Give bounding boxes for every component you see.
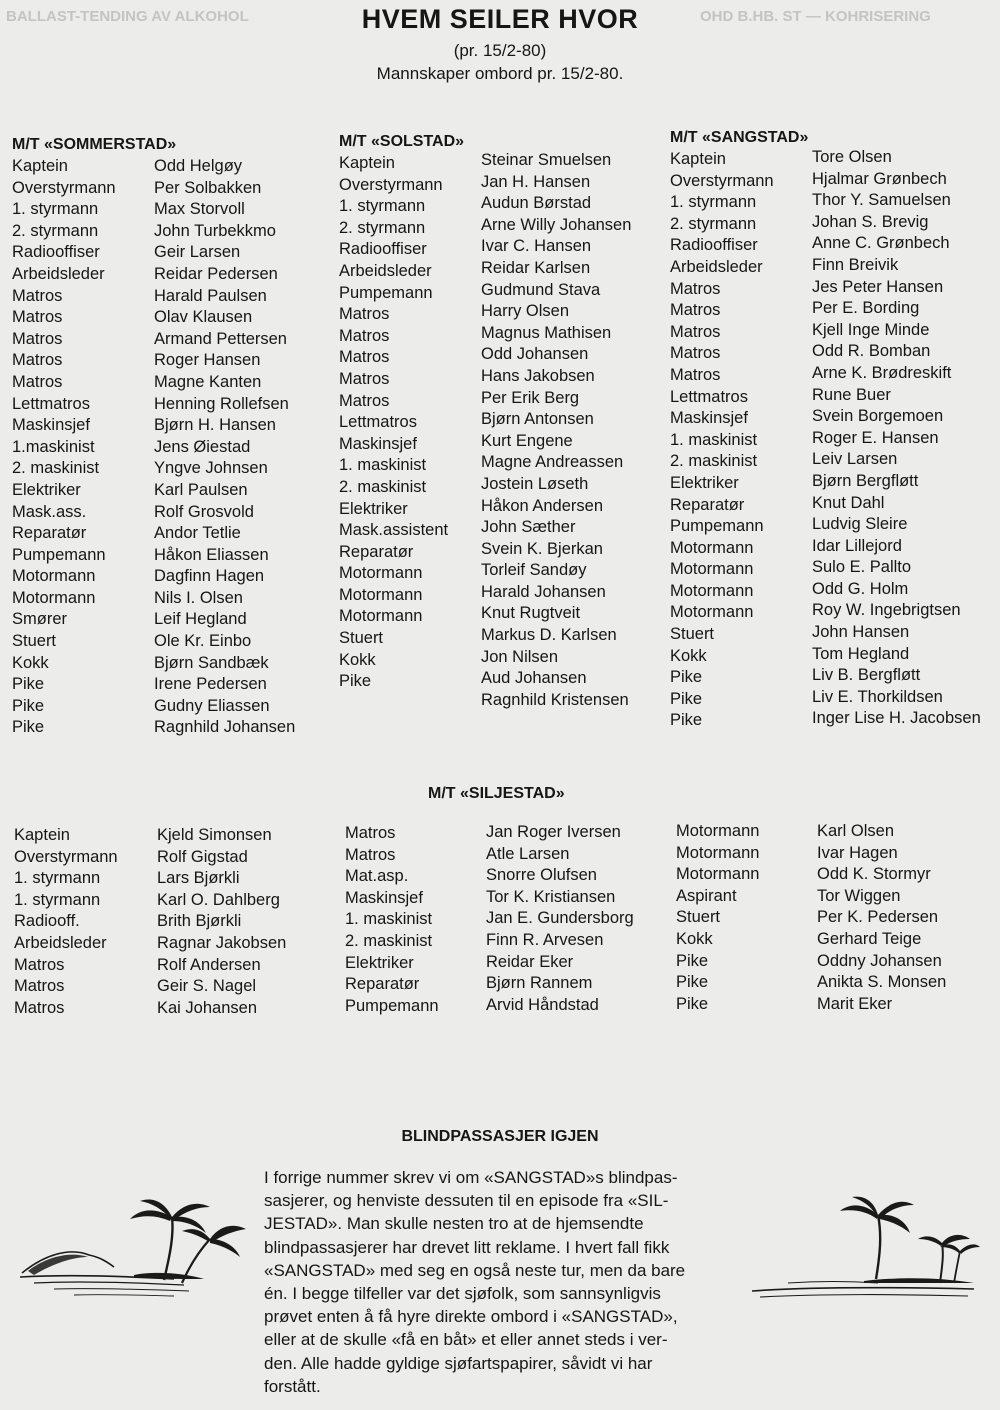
list-item: Motormann: [12, 567, 96, 586]
list-item: Kaptein: [14, 826, 70, 844]
list-item: Radiooffiser: [339, 240, 427, 259]
list-item: Ivar Hagen: [817, 843, 898, 862]
list-item: eller at de skulle «få en båt» et eller annet steds i ver-: [264, 1330, 668, 1350]
page-subtitle: Mannskaper ombord pr. 15/2-80.: [376, 64, 624, 83]
list-item: Steinar Smuelsen: [481, 151, 612, 169]
list-item: blindpassasjerer har drevet litt reklame. I hvert fall fikk: [264, 1237, 670, 1257]
list-item: Matros: [670, 301, 721, 320]
list-item: Stuert: [670, 625, 715, 644]
list-item: Kjeld Simonsen: [157, 826, 272, 844]
list-item: Maskinsjef: [345, 888, 423, 907]
list-item: Arbeidsleder: [14, 933, 107, 952]
list-item: Lettmatros: [12, 394, 90, 413]
article-body: [264, 1166, 744, 1398]
list-item: Armand Pettersen: [154, 329, 287, 348]
list-item: 2. maskinist: [670, 452, 758, 471]
list-item: Kaptein: [12, 157, 68, 175]
list-item: John Sæther: [481, 518, 576, 537]
list-item: den. Alle hadde gyldige sjøfartspapirer, såvidt vi har: [264, 1353, 653, 1373]
list-item: Matros: [12, 351, 63, 370]
list-item: Anne C. Grønbech: [812, 234, 950, 253]
list-item: 1. maskinist: [345, 910, 433, 929]
list-item: Magne Kanten: [154, 372, 262, 391]
list-item: Ragnhild Johansen: [154, 718, 296, 737]
palm-island-illustration: [14, 1195, 254, 1305]
list-item: Pike: [339, 672, 372, 691]
list-item: Pumpemann: [345, 996, 439, 1015]
list-item: Smører: [12, 610, 67, 629]
list-item: Kokk: [676, 929, 713, 948]
list-item: Matros: [670, 279, 721, 298]
list-item: Matros: [670, 365, 721, 384]
list-item: Motormann: [339, 585, 423, 604]
list-item: 1.maskinist: [12, 437, 95, 456]
list-item: 2. styrmann: [12, 221, 99, 240]
list-item: Radiooffiser: [670, 236, 758, 255]
list-item: I forrige nummer skrev vi om «SANGSTAD»s blindpas-: [264, 1168, 678, 1187]
solstad-roles: [339, 153, 448, 693]
list-item: Olav Klausen: [154, 308, 253, 327]
list-item: Liv E. Thorkildsen: [812, 687, 943, 706]
sangstad-names: [812, 147, 981, 730]
list-item: Ragnhild Kristensen: [481, 690, 629, 709]
list-item: Kokk: [670, 646, 707, 665]
list-item: sasjerer, og henviste dessuten til en episode fra «SIL-: [264, 1191, 669, 1211]
list-item: Odd Helgøy: [154, 157, 243, 175]
list-item: «SANGSTAD» med seg en også neste tur, men da bare: [264, 1260, 686, 1280]
list-item: Rune Buer: [812, 385, 891, 404]
list-item: én. I begge tilfeller var det sjøfolk, som sannsynligvis: [264, 1284, 661, 1304]
list-item: Reparatør: [670, 495, 745, 514]
list-item: 2. styrmann: [670, 214, 757, 233]
list-item: Motormann: [670, 560, 754, 579]
list-item: Matros: [14, 998, 65, 1017]
list-item: Johan S. Brevig: [812, 212, 929, 231]
list-item: Ole Kr. Einbo: [154, 632, 252, 651]
list-item: Pike: [670, 711, 703, 730]
list-item: Svein Borgemoen: [812, 407, 944, 426]
list-item: Motormann: [676, 843, 760, 862]
list-item: Arne K. Brødreskift: [812, 363, 952, 382]
list-item: Finn Breivik: [812, 255, 899, 274]
list-item: Reparatør: [339, 542, 414, 561]
list-item: Jens Øiestad: [154, 437, 251, 456]
list-item: 1. styrmann: [14, 890, 101, 909]
list-item: Maskinsjef: [670, 409, 748, 428]
list-item: Elektriker: [12, 480, 81, 499]
article-title: BLINDPASSASJER IGJEN: [401, 1128, 599, 1145]
list-item: Matros: [345, 824, 396, 842]
list-item: Hans Jakobsen: [481, 366, 595, 385]
list-item: Roger Hansen: [154, 351, 261, 370]
list-item: Karl O. Dahlberg: [157, 890, 280, 909]
list-item: Brith Bjørkli: [157, 912, 242, 931]
list-item: Tor Wiggen: [817, 886, 901, 905]
list-item: Arbeidsleder: [12, 264, 105, 283]
list-item: Pike: [670, 689, 703, 708]
ship-title-solstad: M/T «SOLSTAD»: [339, 133, 465, 150]
list-item: Tor K. Kristiansen: [486, 887, 616, 906]
list-item: Pumpemann: [12, 545, 106, 564]
list-item: Stuert: [339, 629, 384, 648]
list-item: Motormann: [670, 603, 754, 622]
list-item: 1. maskinist: [670, 430, 758, 449]
list-item: John Hansen: [812, 623, 910, 642]
list-item: Matros: [14, 977, 65, 996]
list-item: Idar Lillejord: [812, 536, 902, 555]
sommerstad-roles: [12, 156, 116, 739]
siljestad-names-1: [157, 825, 286, 1019]
sangstad-roles: [670, 149, 774, 732]
list-item: Per E. Bording: [812, 299, 920, 318]
list-item: Atle Larsen: [486, 844, 570, 863]
list-item: Matros: [12, 308, 63, 327]
list-item: 1. styrmann: [14, 869, 101, 888]
list-item: Motormann: [339, 607, 423, 626]
list-item: Max Storvoll: [154, 200, 245, 219]
list-item: Reidar Pedersen: [154, 264, 278, 283]
list-item: Reparatør: [345, 975, 420, 994]
list-item: Matros: [12, 286, 63, 305]
list-item: Lettmatros: [339, 413, 417, 432]
list-item: Bjørn H. Hansen: [154, 416, 276, 435]
ship-title-siljestad: M/T «SILJESTAD»: [428, 785, 565, 802]
list-item: Snorre Olufsen: [486, 866, 597, 885]
list-item: Motormann: [339, 564, 423, 583]
list-item: prøvet enten å få hyre direkte ombord i «SANGSTAD»,: [264, 1307, 678, 1327]
list-item: 2. maskinist: [12, 459, 100, 478]
list-item: 1. styrmann: [670, 193, 757, 212]
list-item: Kaptein: [670, 150, 726, 168]
list-item: Matros: [670, 344, 721, 363]
list-item: Magnus Mathisen: [481, 323, 612, 342]
list-item: Pike: [676, 951, 709, 970]
list-item: Odd G. Holm: [812, 579, 909, 598]
siljestad-roles-2: [345, 823, 439, 1017]
list-item: Kjell Inge Minde: [812, 320, 930, 339]
list-item: Per Erik Berg: [481, 388, 580, 407]
list-item: Matros: [14, 955, 65, 974]
list-item: Matros: [345, 845, 396, 864]
list-item: 2. styrmann: [339, 218, 426, 237]
list-item: Bjørn Antonsen: [481, 410, 594, 429]
list-item: Yngve Johnsen: [154, 459, 268, 478]
list-item: Elektriker: [345, 953, 414, 972]
bleed-through-text: OHD B.HB. ST — KOHRISERING: [700, 8, 931, 25]
list-item: Dagfinn Hagen: [154, 567, 265, 586]
list-item: Kokk: [12, 653, 49, 672]
date-note: (pr. 15/2-80): [453, 41, 547, 60]
list-item: Motormann: [676, 865, 760, 884]
list-item: Mask.assistent: [339, 521, 449, 540]
list-item: Stuert: [676, 908, 721, 927]
list-item: Overstyrmann: [339, 175, 443, 194]
list-item: Kokk: [339, 650, 376, 669]
list-item: Karl Paulsen: [154, 480, 248, 499]
list-item: Mat.asp.: [345, 867, 409, 886]
list-item: Arbeidsleder: [339, 261, 432, 280]
list-item: Håkon Andersen: [481, 496, 604, 515]
list-item: Harry Olsen: [481, 302, 570, 321]
list-item: Pike: [676, 994, 709, 1013]
list-item: Liv B. Bergfløtt: [812, 666, 921, 685]
list-item: Bjørn Bergfløtt: [812, 471, 919, 490]
list-item: Arbeidsleder: [670, 257, 763, 276]
list-item: 2. maskinist: [339, 477, 427, 496]
list-item: Per K. Pedersen: [817, 908, 939, 927]
list-item: Rolf Andersen: [157, 955, 261, 974]
list-item: 1. maskinist: [339, 456, 427, 475]
list-item: Sulo E. Pallto: [812, 558, 912, 577]
page-title: HVEM SEILER HVOR: [361, 4, 639, 34]
list-item: Maskinsjef: [339, 434, 417, 453]
list-item: Oddny Johansen: [817, 951, 942, 970]
list-item: Rolf Grosvold: [154, 502, 254, 521]
list-item: Jostein Løseth: [481, 474, 589, 493]
list-item: Overstyrmann: [14, 847, 118, 866]
siljestad-roles-1: [14, 825, 118, 1019]
list-item: Pumpemann: [670, 517, 764, 536]
list-item: Matros: [339, 326, 390, 345]
list-item: Arne Willy Johansen: [481, 215, 632, 234]
list-item: Odd K. Stormyr: [817, 865, 931, 884]
list-item: Thor Y. Samuelsen: [812, 191, 951, 210]
list-item: Ludvig Sleire: [812, 515, 908, 534]
list-item: Geir S. Nagel: [157, 977, 257, 996]
list-item: Audun Børstad: [481, 194, 592, 213]
list-item: Matros: [339, 348, 390, 367]
list-item: Odd Johansen: [481, 345, 589, 364]
list-item: Kurt Engene: [481, 431, 573, 450]
list-item: Radiooff.: [14, 912, 80, 931]
list-item: Karl Olsen: [817, 822, 895, 840]
list-item: Maskinsjef: [12, 416, 90, 435]
list-item: Elektriker: [339, 499, 408, 518]
siljestad-names-3: [817, 821, 946, 1015]
list-item: Arvid Håndstad: [486, 995, 599, 1014]
list-item: Geir Larsen: [154, 243, 241, 262]
list-item: Harald Paulsen: [154, 286, 267, 305]
list-item: Leif Hegland: [154, 610, 247, 629]
list-item: Magne Andreassen: [481, 453, 624, 472]
list-item: Irene Pedersen: [154, 675, 267, 694]
list-item: Lettmatros: [670, 387, 748, 406]
list-item: Gudmund Stava: [481, 280, 601, 299]
list-item: Ragnar Jakobsen: [157, 933, 287, 952]
list-item: Harald Johansen: [481, 582, 606, 601]
list-item: Jan H. Hansen: [481, 172, 591, 191]
list-item: 1. styrmann: [12, 200, 99, 219]
sommerstad-names: [154, 156, 295, 739]
list-item: Rolf Gigstad: [157, 847, 248, 866]
ship-title-sangstad: M/T «SANGSTAD»: [670, 129, 809, 146]
siljestad-names-2: [486, 822, 634, 1016]
list-item: Roger E. Hansen: [812, 428, 939, 447]
list-item: Gudny Eliassen: [154, 696, 270, 715]
list-item: Knut Dahl: [812, 493, 885, 512]
list-item: Reidar Eker: [486, 952, 574, 971]
list-item: Finn R. Arvesen: [486, 930, 604, 949]
list-item: Matros: [339, 391, 390, 410]
list-item: Kai Johansen: [157, 998, 257, 1017]
list-item: Håkon Eliassen: [154, 545, 269, 564]
list-item: Pike: [12, 696, 45, 715]
list-item: Motormann: [670, 581, 754, 600]
list-item: Svein K. Bjerkan: [481, 539, 603, 558]
list-item: Reidar Karlsen: [481, 258, 591, 277]
list-item: Matros: [339, 305, 390, 324]
list-item: Stuert: [12, 632, 57, 651]
list-item: Overstyrmann: [12, 178, 116, 197]
list-item: Tore Olsen: [812, 148, 892, 166]
list-item: Lars Bjørkli: [157, 869, 240, 888]
bleed-through-text: BALLAST-TENDING AV ALKOHOL: [6, 8, 249, 25]
siljestad-roles-3: [676, 821, 759, 1015]
list-item: Inger Lise H. Jacobsen: [812, 709, 981, 728]
list-item: 2. maskinist: [345, 931, 433, 950]
list-item: Bjørn Sandbæk: [154, 653, 269, 672]
list-item: Torleif Sandøy: [481, 561, 587, 580]
list-item: Jan E. Gundersborg: [486, 909, 634, 928]
list-item: Jes Peter Hansen: [812, 277, 944, 296]
list-item: Tom Hegland: [812, 644, 910, 663]
list-item: Matros: [12, 329, 63, 348]
list-item: Motormann: [670, 538, 754, 557]
solstad-names: [481, 150, 631, 711]
list-item: Mask.ass.: [12, 502, 87, 521]
list-item: Matros: [12, 372, 63, 391]
list-item: Pumpemann: [339, 283, 433, 302]
list-item: forstått.: [264, 1376, 321, 1396]
list-item: Matros: [670, 322, 721, 341]
list-item: Roy W. Ingebrigtsen: [812, 601, 961, 620]
list-item: Reparatør: [12, 524, 87, 543]
list-item: Per Solbakken: [154, 178, 262, 197]
list-item: Jan Roger Iversen: [486, 823, 621, 841]
list-item: John Turbekkmo: [154, 221, 276, 240]
list-item: Overstyrmann: [670, 171, 774, 190]
list-item: Andor Tetlie: [154, 524, 241, 543]
list-item: Nils I. Olsen: [154, 588, 243, 607]
list-item: Hjalmar Grønbech: [812, 169, 947, 188]
list-item: Aspirant: [676, 886, 737, 905]
list-item: Marit Eker: [817, 994, 893, 1013]
list-item: Jon Nilsen: [481, 647, 559, 666]
list-item: JESTAD». Man skulle nesten tro at de hjemsendte: [264, 1214, 644, 1234]
list-item: Gerhard Teige: [817, 929, 922, 948]
list-item: Knut Rugtveit: [481, 604, 581, 623]
list-item: Pike: [670, 668, 703, 687]
list-item: Pike: [12, 718, 45, 737]
list-item: Odd R. Bomban: [812, 342, 931, 361]
list-item: Henning Rollefsen: [154, 394, 289, 413]
list-item: Motormann: [12, 588, 96, 607]
ship-title-sommerstad: M/T «SOMMERSTAD»: [12, 136, 177, 153]
list-item: 1. styrmann: [339, 197, 426, 216]
list-item: Pike: [676, 973, 709, 992]
list-item: Ivar C. Hansen: [481, 237, 592, 256]
list-item: Bjørn Rannem: [486, 974, 593, 993]
list-item: Anikta S. Monsen: [817, 973, 947, 992]
list-item: Motormann: [676, 822, 760, 840]
list-item: Elektriker: [670, 473, 739, 492]
list-item: Leiv Larsen: [812, 450, 898, 469]
list-item: Radiooffiser: [12, 243, 100, 262]
palm-island-illustration: [748, 1195, 980, 1305]
list-item: Kaptein: [339, 154, 395, 172]
list-item: Markus D. Karlsen: [481, 626, 617, 645]
list-item: Aud Johansen: [481, 669, 587, 688]
list-item: Matros: [339, 369, 390, 388]
list-item: Pike: [12, 675, 45, 694]
